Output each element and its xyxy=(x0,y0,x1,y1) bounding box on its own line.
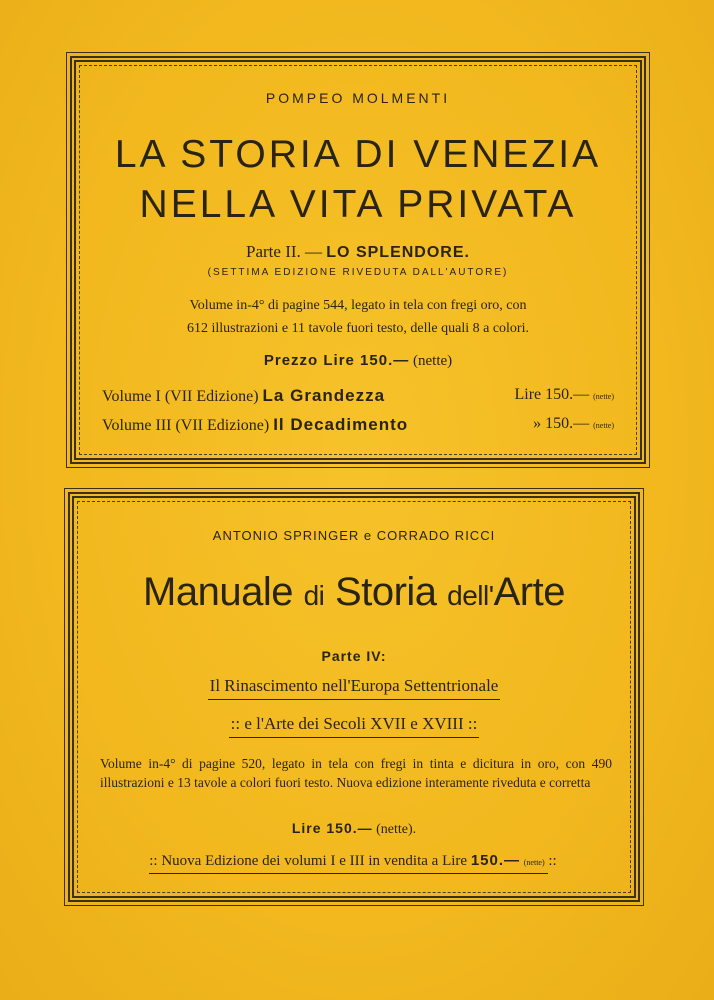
title-line-1: LA STORIA DI VENEZIA xyxy=(114,133,602,176)
new-edition-note: (nette) xyxy=(523,858,545,867)
title-word: Manuale xyxy=(143,570,293,614)
subtitle-text: :: e l'Arte dei Secoli XVII e XVIII :: xyxy=(229,714,480,738)
part-prefix: Parte II. — xyxy=(246,242,323,261)
volume-price: 150.— xyxy=(545,415,590,432)
volume-price-note: (nette) xyxy=(593,392,614,401)
volume-label: Volume I (VII Edizione) xyxy=(102,388,259,405)
price-note: (nette) xyxy=(413,353,453,369)
advertisement-storia-venezia xyxy=(70,56,646,464)
title-word: di xyxy=(303,580,325,611)
title-word: Storia xyxy=(335,570,437,614)
title-word: Arte xyxy=(493,570,565,614)
edition-note: (SETTIMA EDIZIONE RIVEDUTA DALL'AUTORE) xyxy=(207,267,509,278)
volume-price-prefix: » xyxy=(533,415,542,432)
volume-description-line-2: 612 illustrazioni e 11 tavole fuori testo, delle quali 8 a colori. xyxy=(186,321,529,336)
subtitle-line-1 xyxy=(74,676,634,696)
volume-label: Volume III (VII Edizione) xyxy=(102,417,270,434)
title-line-2: NELLA VITA PRIVATA xyxy=(139,183,577,226)
price-label: Prezzo Lire 150.— xyxy=(263,352,410,369)
subtitle-line-2 xyxy=(74,714,634,734)
price-line xyxy=(74,820,634,838)
new-edition-end: :: xyxy=(548,853,557,869)
price-note: (nette). xyxy=(376,822,417,837)
volume-price: 150.— xyxy=(545,386,590,403)
volume-line-3 xyxy=(102,415,614,435)
advertisement-manuale-storia-arte xyxy=(68,492,640,902)
subtitle-text: Il Rinascimento nell'Europa Settentrionale xyxy=(208,676,501,700)
part-heading xyxy=(76,242,640,262)
volume-price-note: (nette) xyxy=(593,421,614,430)
price-label: Lire 150.— xyxy=(291,820,373,836)
volume-description-line-1: Volume in-4° di pagine 544, legato in tela con fregi oro, con xyxy=(189,298,527,313)
author-name: POMPEO MOLMENTI xyxy=(265,90,451,106)
new-edition-line xyxy=(94,852,612,870)
part-heading: Parte IV: xyxy=(321,648,387,664)
new-edition-text: :: Nuova Edizione dei volumi I e III in vendita a Lire xyxy=(149,853,468,869)
part-name: LO SPLENDORE. xyxy=(326,244,470,261)
volume-name: La Grandezza xyxy=(262,386,386,405)
authors-names: ANTONIO SPRINGER e CORRADO RICCI xyxy=(212,528,496,543)
title-word: dell' xyxy=(447,580,494,611)
price-line xyxy=(76,352,640,370)
volume-name: Il Decadimento xyxy=(273,415,409,434)
volume-price-prefix: Lire xyxy=(514,386,542,403)
book-title xyxy=(74,570,634,615)
volume-line-1 xyxy=(102,386,614,406)
new-edition-price: 150.— xyxy=(470,852,521,869)
volume-description: Volume in-4° di pagine 520, legato in tela con fregi in tinta e dicitura in oro, con 490 illustrazioni e 13 tavole a colori fuori testo. Nuova edizione interamente riveduta e corretta xyxy=(100,756,612,790)
